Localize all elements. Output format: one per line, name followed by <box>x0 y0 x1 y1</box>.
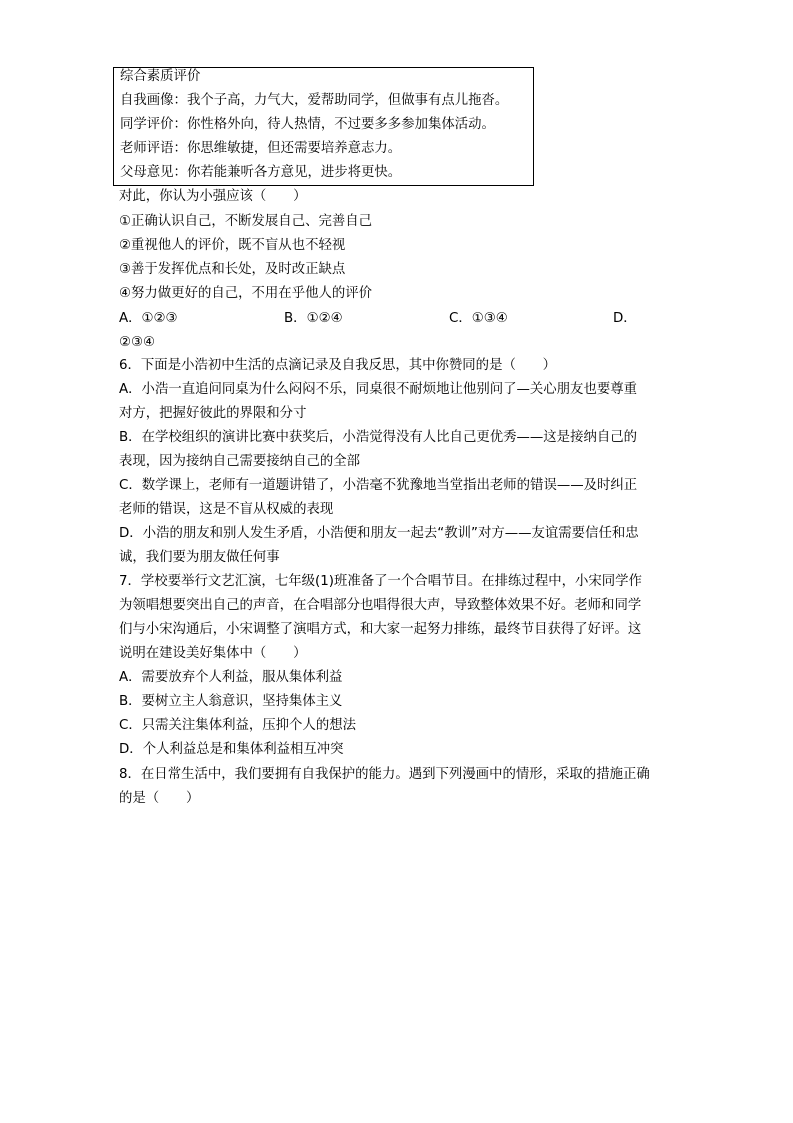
q5-item-4: ④努力做更好的自己，不用在乎他人的评价 <box>119 286 373 301</box>
q5-item-1: ①正确认识自己，不断发展自己、完善自己 <box>119 214 373 229</box>
q5-item-3: ③善于发挥优点和长处，及时改正缺点 <box>119 262 346 277</box>
self-portrait-line: 自我画像：我个子高，力气大，爱帮助同学，但做事有点儿拖沓。 <box>120 93 509 108</box>
q5-option-d-content: ②③④ <box>119 335 156 350</box>
q6-option-d-line2: 诚，我们要为朋友做任何事 <box>119 550 280 565</box>
q7-stem-line2: 为领唱想要突出自己的声音，在合唱部分也唱得很大声，导致整体效果不好。老师和同学 <box>119 598 642 613</box>
q7-option-b: B．要树立主人翁意识，坚持集体主义 <box>119 694 343 709</box>
q5-item-2: ②重视他人的评价，既不盲从也不轻视 <box>119 238 346 253</box>
q7-stem-line1: 7．学校要举行文艺汇演，七年级(1)班准备了一个合唱节目。在排练过程中，小宋同学作 <box>119 574 642 589</box>
q5-option-b: B．①②④ <box>284 311 343 326</box>
q6-option-c-line1: C．数学课上，老师有一道题讲错了，小浩毫不犹豫地当堂指出老师的错误——及时纠正 <box>119 478 638 493</box>
q6-option-b-line2: 表现，因为接纳自己需要接纳自己的全部 <box>119 454 361 469</box>
q7-stem-line4: 说明在建设美好集体中（ ） <box>119 646 307 661</box>
parents-opinion-line: 父母意见：你若能兼听各方意见，进步将更快。 <box>120 165 402 180</box>
q5-stem: 对此，你认为小强应该（ ） <box>119 189 307 204</box>
q6-option-d-line1: D．小浩的朋友和别人发生矛盾，小浩便和朋友一起去“教训”对方——友谊需要信任和忠 <box>119 526 639 541</box>
q5-option-c: C．①③④ <box>449 311 508 326</box>
q8-stem-line2: 的是（ ） <box>119 791 200 806</box>
evaluation-box <box>113 67 534 186</box>
q6-option-a-line2: 对方，把握好彼此的界限和分寸 <box>119 406 307 421</box>
q8-stem-line1: 8．在日常生活中，我们要拥有自我保护的能力。遇到下列漫画中的情形，采取的措施正确 <box>119 767 650 782</box>
q6-stem: 6．下面是小浩初中生活的点滴记录及自我反思，其中你赞同的是（ ） <box>119 358 557 373</box>
q6-option-b-line1: B．在学校组织的演讲比赛中获奖后，小浩觉得没有人比自己更优秀——这是接纳自己的 <box>119 430 638 445</box>
q5-option-a: A．①②③ <box>119 311 178 326</box>
classmate-evaluation-line: 同学评价：你性格外向，待人热情，不过要多多参加集体活动。 <box>120 117 495 132</box>
q6-option-a-line1: A．小浩一直追问同桌为什么闷闷不乐，同桌很不耐烦地让他别问了—关心朋友也要尊重 <box>119 382 638 397</box>
q6-option-c-line2: 老师的错误，这是不盲从权威的表现 <box>119 502 334 517</box>
q5-option-d: D． <box>613 311 637 326</box>
q7-option-a: A．需要放弃个人利益，服从集体利益 <box>119 670 343 685</box>
teacher-comment-line: 老师评语：你思维敏捷，但还需要培养意志力。 <box>120 141 402 156</box>
evaluation-title: 综合素质评价 <box>120 69 201 84</box>
q7-option-d: D．个人利益总是和集体利益相互冲突 <box>119 742 344 757</box>
q7-option-c: C．只需关注集体利益，压抑个人的想法 <box>119 718 356 733</box>
q7-stem-line3: 们与小宋沟通后，小宋调整了演唱方式，和大家一起努力排练，最终节目获得了好评。这 <box>119 622 642 637</box>
